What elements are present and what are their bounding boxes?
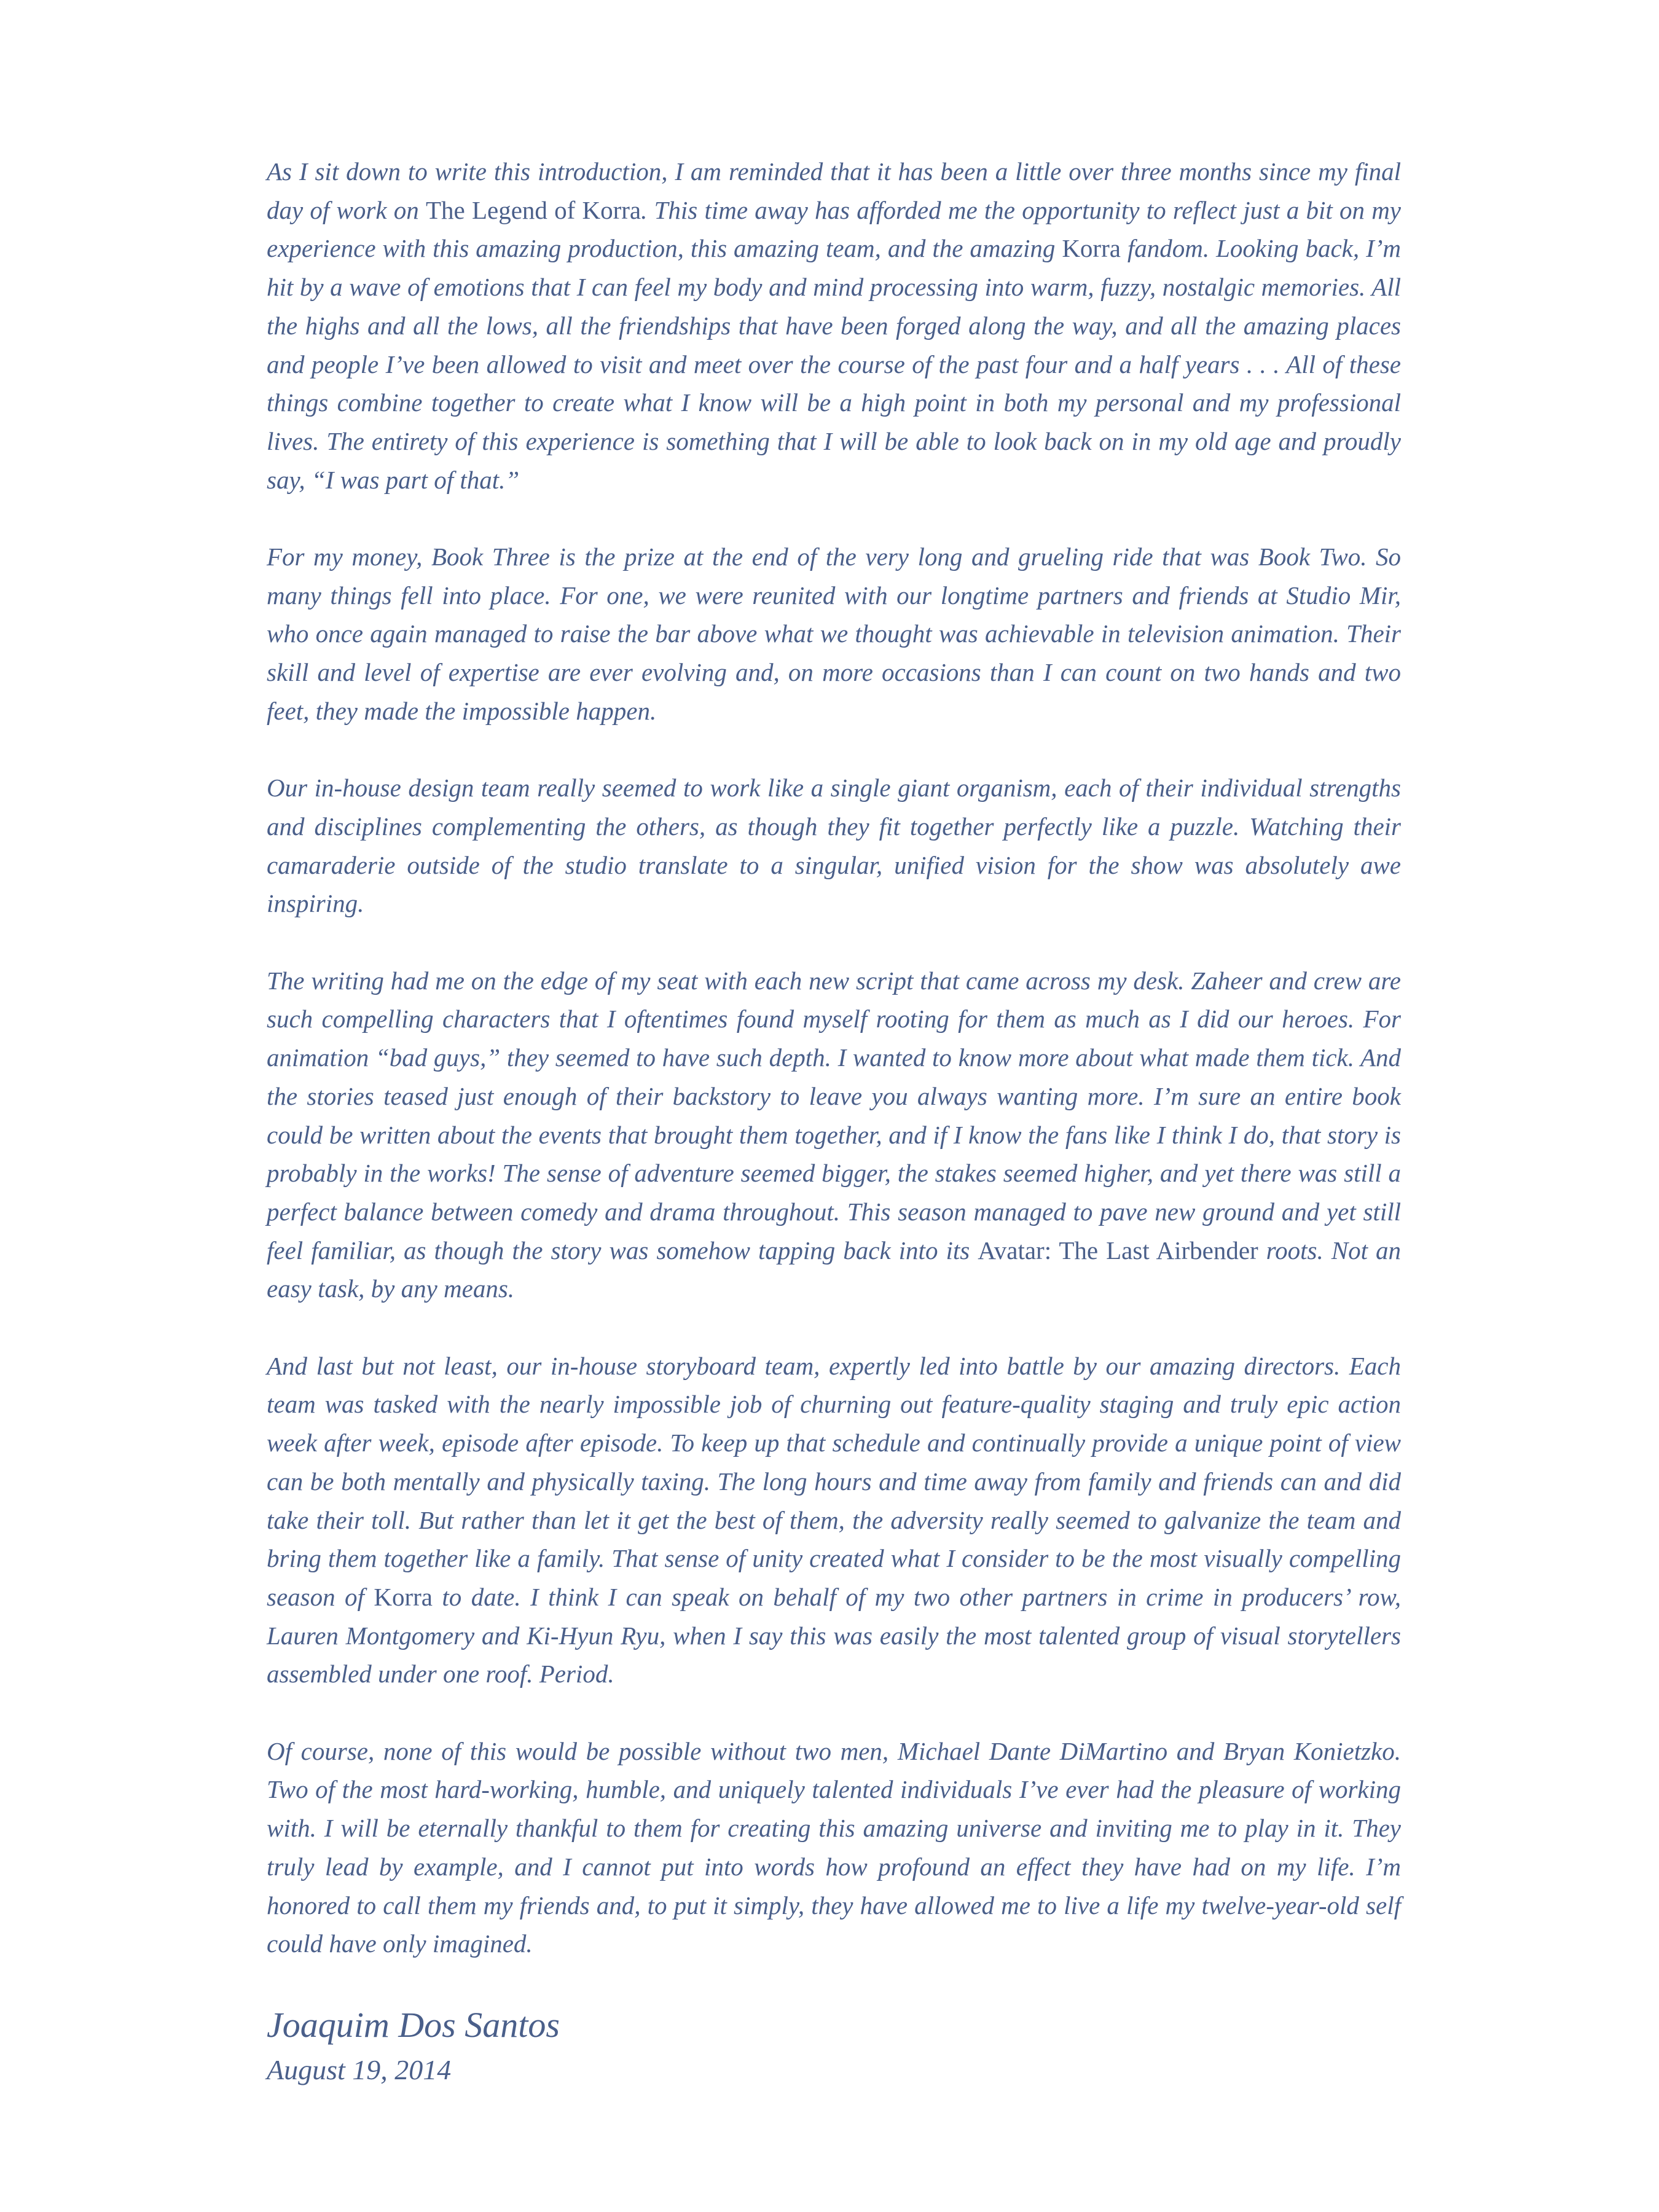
paragraph-text: As I sit down to write this introduction, I am reminded that it has been a little over three months since my final day of work on <box>267 157 1401 224</box>
title-reference: Korra <box>374 1582 433 1611</box>
intro-paragraph <box>267 1347 1401 1693</box>
introduction-page <box>267 152 1401 2092</box>
paragraph-text: . This time away has afforded me the opportunity to reflect just a bit on my experience with this amazing production, this amazing team, and the amazing <box>267 195 1401 263</box>
intro-paragraph <box>267 538 1401 731</box>
intro-paragraph <box>267 1732 1401 1963</box>
paragraph-text: And last but not least, our in-house storyboard team, expertly led into battle by our amazing directors. Each team was tasked with the nearly impossible job of churning out feature-quality staging and truly epic action week after week, episode after episode. To keep up that schedule and continually provide a unique point of view can be both mentally and physically taxing. The long hours and time away from family and friends can and did take their toll. But rather than let it get the best of them, the adversity really seemed to galvanize the team and bring them together like a family. That sense of unity created what I consider to be the most visually compelling season of <box>267 1351 1401 1611</box>
introduction-body <box>267 152 1401 1963</box>
title-reference: The Legend of Korra <box>425 195 641 224</box>
signature-block <box>267 2002 1401 2092</box>
title-reference: Avatar: The Last Airbender <box>978 1236 1258 1265</box>
intro-paragraph <box>267 152 1401 499</box>
paragraph-text: roots. Not an easy task, by any means. <box>267 1236 1401 1303</box>
paragraph-text: fandom. Looking back, I’m hit by a wave of emotions that I can feel my body and mind processing into warm, fuzzy, nostalgic memories. All the highs and all the lows, all the friendships that have been forged along the way, and all the amazing places and people I’ve been allowed to visit and meet over the course of the past four and a half years . . . All of these things combine together to create what I know will be a high point in both my personal and my professional lives. The entirety of this experience is something that I will be able to look back on in my old age and proudly say, “I was part of that.” <box>267 234 1401 494</box>
paragraph-text: For my money, Book Three is the prize at the end of the very long and grueling ride that was Book Two. So many things fell into place. For one, we were reunited with our longtime partners and friends at Studio Mir, who once again managed to raise the bar above what we thought was achievable in television animation. Their skill and level of expertise are ever evolving and, on more occasions than I can count on two hands and two feet, they made the impossible happen. <box>267 543 1401 725</box>
intro-paragraph <box>267 962 1401 1308</box>
paragraph-text: Our in-house design team really seemed to work like a single giant organism, each of their individual strengths and disciplines complementing the others, as though they fit together perfectly like a puzzle. Watching their camaraderie outside of the studio translate to a singular, unified vision for the show was absolutely awe inspiring. <box>267 774 1401 918</box>
signature-date: August 19, 2014 <box>267 2053 452 2085</box>
title-reference: Korra <box>1062 234 1121 263</box>
intro-paragraph <box>267 769 1401 923</box>
paragraph-text: The writing had me on the edge of my seat with each new script that came across my desk. Zaheer and crew are such compelling characters that I oftentimes found myself rooting for them as much as I did our heroes. For animation “bad guys,” they seemed to have such depth. I wanted to know more about what made them tick. And the stories teased just enough of their backstory to leave you always wanting more. I’m sure an entire book could be written about the events that brought them together, and if I know the fans like I think I do, that story is probably in the works! The sense of adventure seemed bigger, the stakes seemed higher, and yet there was still a perfect balance between comedy and drama throughout. This season managed to pave new ground and yet still feel familiar, as though the story was somehow tapping back into its <box>267 966 1401 1265</box>
paragraph-text: to date. I think I can speak on behalf of my two other partners in crime in producers’ row, Lauren Montgomery and Ki-Hyun Ryu, when I say this was easily the most talented group of visual storytellers assembled under one roof. Period. <box>267 1582 1402 1688</box>
paragraph-text: Of course, none of this would be possible without two men, Michael Dante DiMartino and Bryan Konietzko. Two of the most hard-working, humble, and uniquely talented individuals I’ve ever had the pleasure of working with. I will be eternally thankful to them for creating this amazing universe and inviting me to play in it. They truly lead by example, and I cannot put into words how profound an effect they have had on my life. I’m honored to call them my friends and, to put it simply, they have allowed me to live a life my twelve-year-old self could have only imagined. <box>267 1736 1401 1958</box>
author-name: Joaquim Dos Santos <box>267 2004 560 2045</box>
